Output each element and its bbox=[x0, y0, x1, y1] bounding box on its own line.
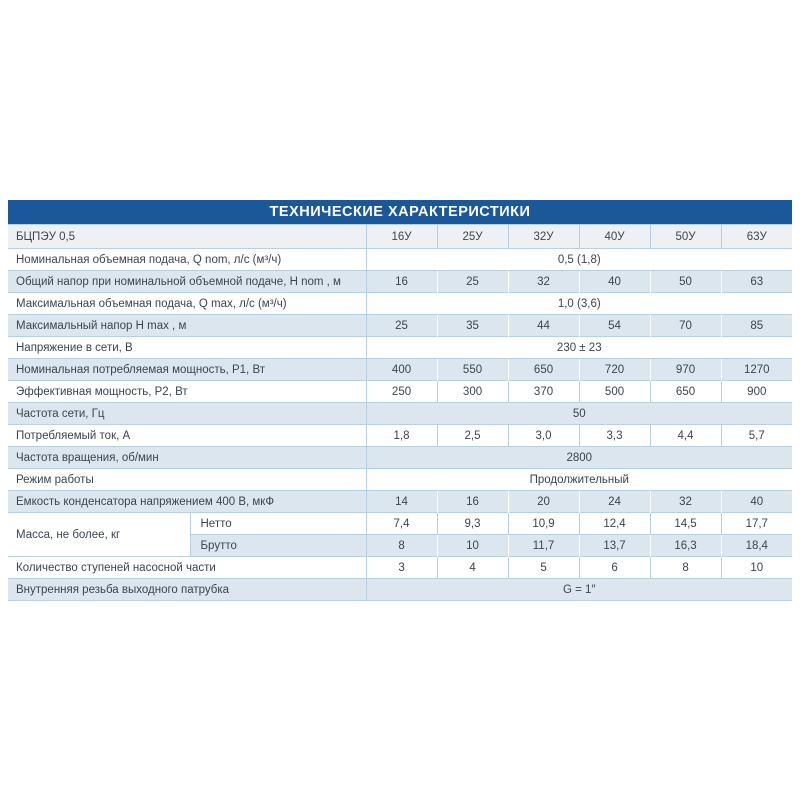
value-cell: 50 bbox=[650, 271, 721, 293]
spec-table-grid bbox=[8, 224, 792, 601]
row-label: Максимальная объемная подача, Q max, л/с (м³/ч) bbox=[8, 293, 366, 315]
row-label: Номинальная потребляемая мощность, P1, Вт bbox=[8, 359, 366, 381]
value-cell: 3,0 bbox=[508, 425, 579, 447]
row-label: Потребляемый ток, А bbox=[8, 425, 366, 447]
row-label: Частота вращения, об/мин bbox=[8, 447, 366, 469]
table-row bbox=[8, 579, 792, 601]
column-header: 25У bbox=[437, 225, 508, 249]
table-row bbox=[8, 403, 792, 425]
value-cell: 14 bbox=[366, 491, 437, 513]
value-cell: 550 bbox=[437, 359, 508, 381]
merged-value: 2800 bbox=[366, 447, 792, 469]
value-cell: 25 bbox=[437, 271, 508, 293]
column-header: 63У bbox=[721, 225, 792, 249]
row-label: Максимальный напор H max , м bbox=[8, 315, 366, 337]
table-row bbox=[8, 513, 792, 535]
value-cell: 44 bbox=[508, 315, 579, 337]
value-cell: 10 bbox=[437, 535, 508, 557]
row-label: Внутренняя резьба выходного патрубка bbox=[8, 579, 366, 601]
value-cell: 650 bbox=[508, 359, 579, 381]
value-cell: 70 bbox=[650, 315, 721, 337]
table-row bbox=[8, 491, 792, 513]
value-cell: 40 bbox=[721, 491, 792, 513]
value-cell: 5 bbox=[508, 557, 579, 579]
row-sublabel: Нетто bbox=[190, 513, 366, 535]
merged-value: 1,0 (3,6) bbox=[366, 293, 792, 315]
value-cell: 10 bbox=[721, 557, 792, 579]
value-cell: 250 bbox=[366, 381, 437, 403]
value-cell: 20 bbox=[508, 491, 579, 513]
value-cell: 16 bbox=[437, 491, 508, 513]
table-title: ТЕХНИЧЕСКИЕ ХАРАКТЕРИСТИКИ bbox=[8, 200, 792, 224]
value-cell: 14,5 bbox=[650, 513, 721, 535]
value-cell: 16 bbox=[366, 271, 437, 293]
merged-value: G = 1″ bbox=[366, 579, 792, 601]
row-label: Режим работы bbox=[8, 469, 366, 491]
column-header: 50У bbox=[650, 225, 721, 249]
value-cell: 63 bbox=[721, 271, 792, 293]
value-cell: 11,7 bbox=[508, 535, 579, 557]
value-cell: 32 bbox=[508, 271, 579, 293]
merged-value: 0,5 (1,8) bbox=[366, 249, 792, 271]
value-cell: 650 bbox=[650, 381, 721, 403]
model-header-row bbox=[8, 225, 792, 249]
value-cell: 500 bbox=[579, 381, 650, 403]
table-row bbox=[8, 315, 792, 337]
value-cell: 300 bbox=[437, 381, 508, 403]
value-cell: 18,4 bbox=[721, 535, 792, 557]
value-cell: 16,3 bbox=[650, 535, 721, 557]
row-label: Напряжение в сети, В bbox=[8, 337, 366, 359]
value-cell: 9,3 bbox=[437, 513, 508, 535]
merged-value: Продолжительный bbox=[366, 469, 792, 491]
value-cell: 2,5 bbox=[437, 425, 508, 447]
row-label: Эффективная мощность, P2, Вт bbox=[8, 381, 366, 403]
value-cell: 8 bbox=[366, 535, 437, 557]
value-cell: 54 bbox=[579, 315, 650, 337]
value-cell: 720 bbox=[579, 359, 650, 381]
value-cell: 12,4 bbox=[579, 513, 650, 535]
value-cell: 370 bbox=[508, 381, 579, 403]
value-cell: 5,7 bbox=[721, 425, 792, 447]
value-cell: 1,8 bbox=[366, 425, 437, 447]
row-label: Емкость конденсатора напряжением 400 В, мкФ bbox=[8, 491, 366, 513]
value-cell: 4,4 bbox=[650, 425, 721, 447]
table-row bbox=[8, 447, 792, 469]
row-label: Масса, не более, кг bbox=[8, 513, 190, 557]
row-label: Номинальная объемная подача, Q nom, л/с (м³/ч) bbox=[8, 249, 366, 271]
table-row bbox=[8, 557, 792, 579]
value-cell: 1270 bbox=[721, 359, 792, 381]
model-cell: БЦПЭУ 0,5 bbox=[8, 225, 366, 249]
table-row bbox=[8, 381, 792, 403]
value-cell: 970 bbox=[650, 359, 721, 381]
value-cell: 17,7 bbox=[721, 513, 792, 535]
table-row bbox=[8, 337, 792, 359]
row-label: Общий напор при номинальной объемной подаче, H nom , м bbox=[8, 271, 366, 293]
value-cell: 900 bbox=[721, 381, 792, 403]
spec-table bbox=[8, 200, 792, 601]
value-cell: 6 bbox=[579, 557, 650, 579]
table-row bbox=[8, 469, 792, 491]
value-cell: 7,4 bbox=[366, 513, 437, 535]
column-header: 32У bbox=[508, 225, 579, 249]
value-cell: 4 bbox=[437, 557, 508, 579]
value-cell: 3 bbox=[366, 557, 437, 579]
column-header: 40У bbox=[579, 225, 650, 249]
value-cell: 400 bbox=[366, 359, 437, 381]
value-cell: 32 bbox=[650, 491, 721, 513]
table-row bbox=[8, 359, 792, 381]
column-header: 16У bbox=[366, 225, 437, 249]
value-cell: 24 bbox=[579, 491, 650, 513]
value-cell: 40 bbox=[579, 271, 650, 293]
value-cell: 8 bbox=[650, 557, 721, 579]
value-cell: 13,7 bbox=[579, 535, 650, 557]
value-cell: 85 bbox=[721, 315, 792, 337]
value-cell: 3,3 bbox=[579, 425, 650, 447]
table-row bbox=[8, 425, 792, 447]
table-row bbox=[8, 293, 792, 315]
merged-value: 50 bbox=[366, 403, 792, 425]
table-row bbox=[8, 271, 792, 293]
value-cell: 35 bbox=[437, 315, 508, 337]
row-label: Количество ступеней насосной части bbox=[8, 557, 366, 579]
value-cell: 10,9 bbox=[508, 513, 579, 535]
value-cell: 25 bbox=[366, 315, 437, 337]
row-label: Частота сети, Гц bbox=[8, 403, 366, 425]
merged-value: 230 ± 23 bbox=[366, 337, 792, 359]
table-row bbox=[8, 249, 792, 271]
row-sublabel: Брутто bbox=[190, 535, 366, 557]
